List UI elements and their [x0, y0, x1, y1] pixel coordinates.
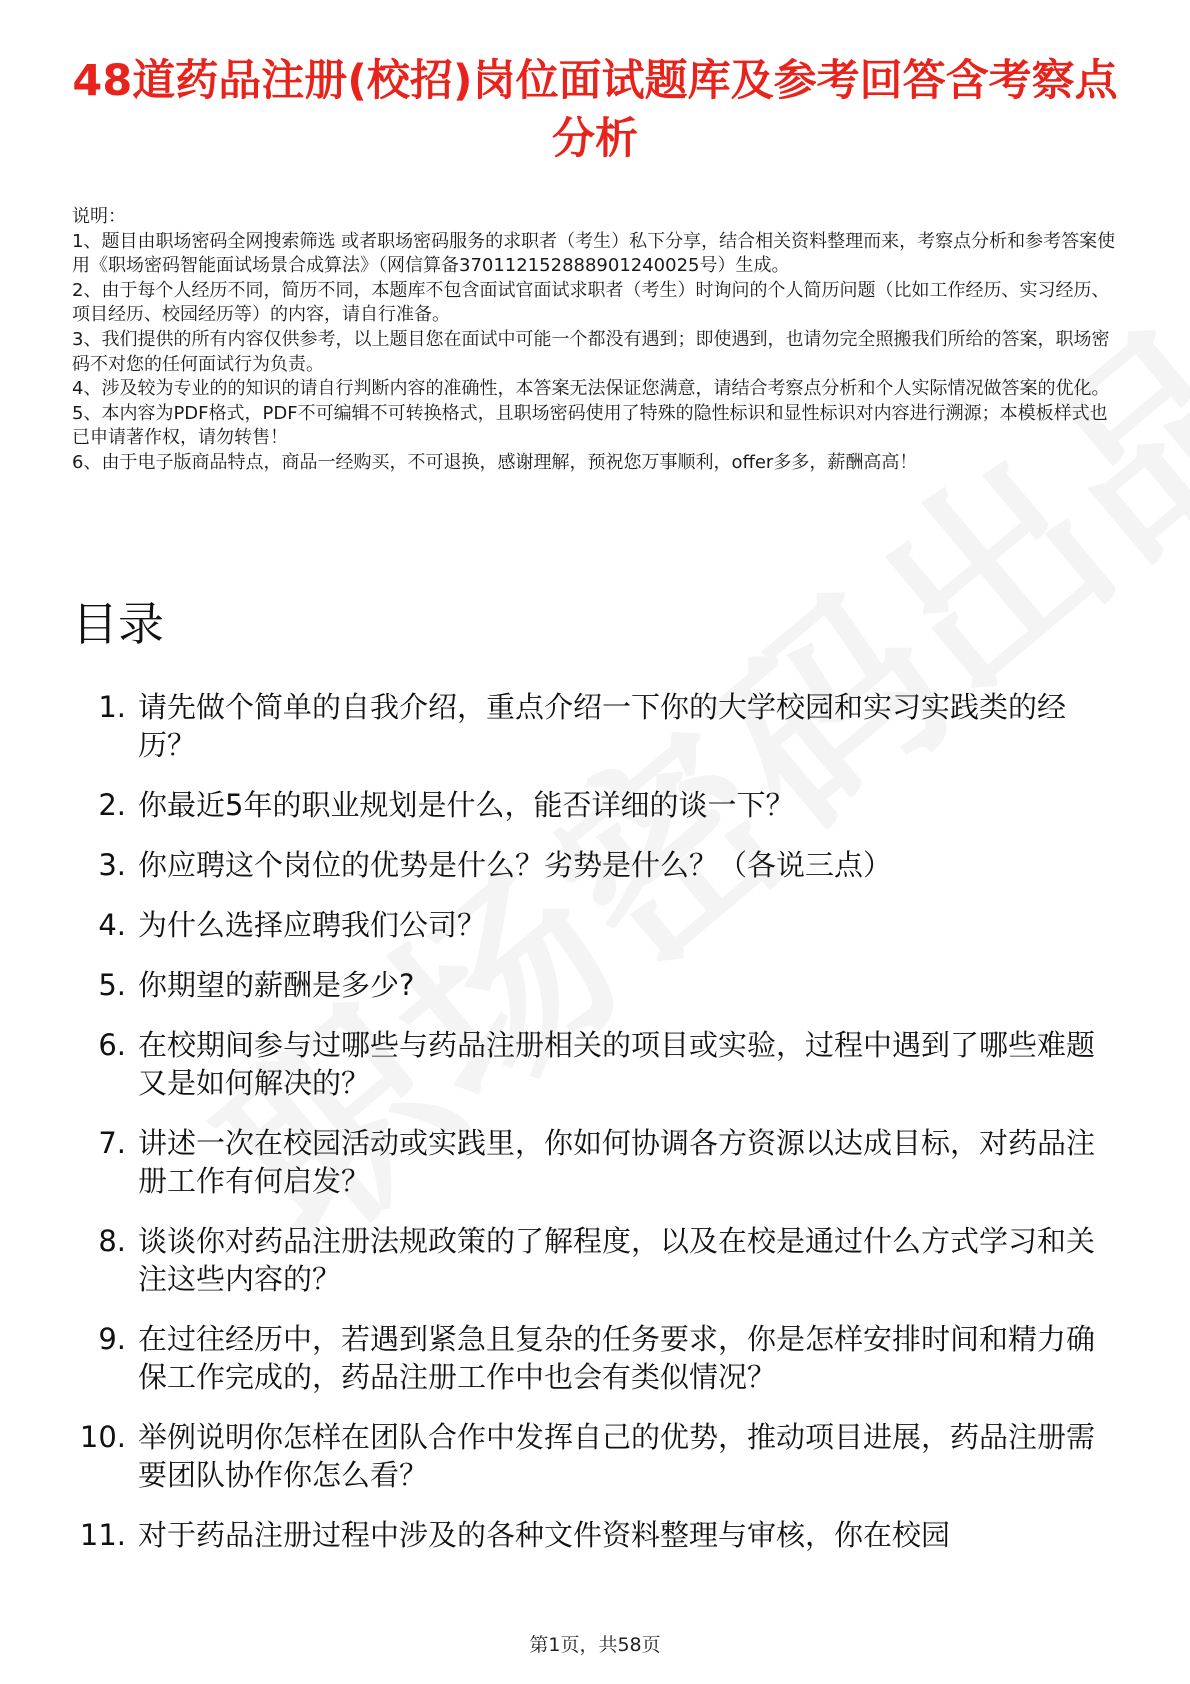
note-item: 4、涉及较为专业的的知识的请自行判断内容的准确性，本答案无法保证您满意，请结合考察点分析和个人实际情况做答案的优化。	[72, 378, 1110, 400]
toc-item[interactable]	[72, 1222, 1122, 1298]
note-item: 3、我们提供的所有内容仅供参考，以上题目您在面试中可能一个都没有遇到；即使遇到，也请勿完全照搬我们所给的答案，职场密码不对您的任何面试行为负责。	[72, 328, 1110, 375]
toc-item[interactable]	[72, 1124, 1122, 1200]
note-item: 5、本内容为PDF格式，PDF不可编辑不可转换格式，且职场密码使用了特殊的隐性标识和显性标识对内容进行溯源；本模板样式也已申请著作权，请勿转售！	[72, 402, 1108, 449]
toc-item[interactable]	[72, 906, 1122, 944]
toc-item-number: 10.	[79, 1420, 126, 1454]
toc-item-text: 在校期间参与过哪些与药品注册相关的项目或实验，过程中遇到了哪些难题又是如何解决的？	[138, 1028, 1096, 1100]
toc-item[interactable]	[72, 846, 1122, 884]
toc-item-text: 谈谈你对药品注册法规政策的了解程度，以及在校是通过什么方式学习和关注这些内容的？	[138, 1224, 1096, 1296]
toc-item-text: 举例说明你怎样在团队合作中发挥自己的优势，推动项目进展，药品注册需要团队协作你怎么看？	[138, 1420, 1096, 1492]
note-item: 2、由于每个人经历不同，简历不同，本题库不包含面试官面试求职者（考生）时询问的个人简历问题（比如工作经历、实习经历、项目经历、校园经历等）的内容，请自行准备。	[72, 279, 1110, 326]
toc-item-text: 你期望的薪酬是多少?	[138, 968, 415, 1002]
note-item: 1、题目由职场密码全网搜索筛选 或者职场密码服务的求职者（考生）私下分享，结合相关资料整理而来，考察点分析和参考答案使用《职场密码智能面试场景合成算法》（网信算备370112152888901240025号）生成。	[72, 230, 1116, 277]
toc-item[interactable]	[72, 1026, 1122, 1102]
toc-item[interactable]	[72, 1516, 1122, 1554]
toc-item-text: 你最近5年的职业规划是什么，能否详细的谈一下？	[138, 788, 795, 822]
toc-item-text: 你应聘这个岗位的优势是什么？劣势是什么？（各说三点）	[138, 848, 893, 882]
note-item: 6、由于电子版商品特点，商品一经购买，不可退换，感谢理解，预祝您万事顺利，offer多多，薪酬高高！	[72, 451, 918, 473]
notes-heading: 说明：	[72, 206, 126, 227]
table-of-contents	[72, 688, 1122, 1576]
toc-item[interactable]	[72, 1418, 1122, 1494]
toc-item-number: 1.	[98, 690, 126, 724]
toc-item-number: 7.	[98, 1126, 126, 1160]
page-footer: 第1页，共58页	[529, 1634, 661, 1656]
toc-item-number: 8.	[98, 1224, 126, 1258]
toc-item-number: 5.	[98, 968, 126, 1002]
toc-item[interactable]	[72, 966, 1122, 1004]
toc-heading: 目录	[72, 597, 164, 651]
toc-item-text: 为什么选择应聘我们公司？	[138, 908, 487, 942]
toc-item-number: 4.	[98, 908, 126, 942]
toc-item-text: 请先做个简单的自我介绍，重点介绍一下你的大学校园和实习实践类的经历？	[138, 690, 1067, 762]
toc-item[interactable]	[72, 688, 1122, 764]
document-title: 48道药品注册(校招)岗位面试题库及参考回答含考察点分析	[72, 56, 1118, 164]
toc-item-text: 在过往经历中，若遇到紧急且复杂的任务要求，你是怎样安排时间和精力确保工作完成的，药品注册工作中也会有类似情况？	[138, 1322, 1096, 1394]
toc-item[interactable]	[72, 1320, 1122, 1396]
toc-item[interactable]	[72, 786, 1122, 824]
toc-item-number: 11.	[79, 1518, 126, 1552]
toc-item-number: 9.	[98, 1322, 126, 1356]
toc-item-text: 讲述一次在校园活动或实践里，你如何协调各方资源以达成目标，对药品注册工作有何启发？	[138, 1126, 1096, 1198]
toc-item-number: 2.	[98, 788, 126, 822]
notes-section	[72, 205, 1122, 476]
toc-item-text: 对于药品注册过程中涉及的各种文件资料整理与审核，你在校园	[138, 1518, 951, 1552]
toc-item-number: 6.	[98, 1028, 126, 1062]
toc-item-number: 3.	[98, 848, 126, 882]
